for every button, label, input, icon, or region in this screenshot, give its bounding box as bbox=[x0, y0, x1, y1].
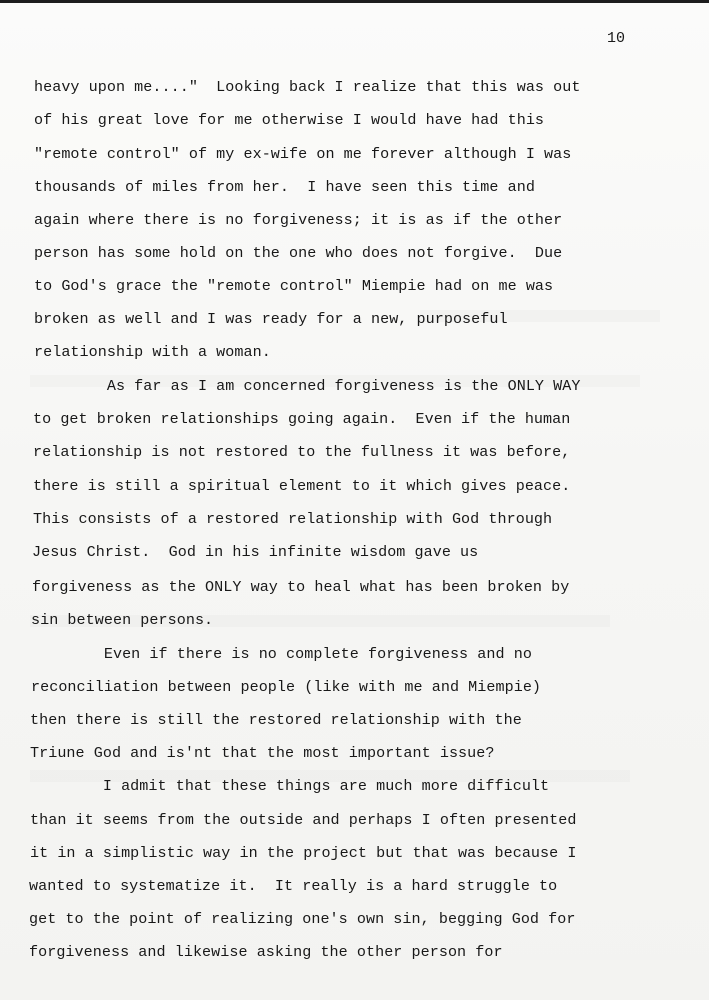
text-line: it in a simplistic way in the project but that was because I bbox=[30, 844, 577, 862]
text-line: of his great love for me otherwise I would have had this bbox=[34, 111, 545, 129]
page-top-edge bbox=[0, 0, 709, 3]
text-line: relationship with a woman. bbox=[34, 343, 271, 361]
text-line: thousands of miles from her. I have seen this time and bbox=[34, 178, 535, 196]
text-line: than it seems from the outside and perhaps I often presented bbox=[30, 811, 577, 829]
text-line: wanted to systematize it. It really is a hard struggle to bbox=[29, 877, 558, 895]
text-line: there is still a spiritual element to it which gives peace. bbox=[33, 477, 571, 495]
text-line: As far as I am concerned forgiveness is the ONLY WAY bbox=[34, 377, 581, 395]
text-line: broken as well and I was ready for a new, purposeful bbox=[34, 310, 508, 328]
text-line: forgiveness and likewise asking the other person for bbox=[29, 943, 503, 961]
page-number: 10 bbox=[607, 30, 626, 47]
text-line: sin between persons. bbox=[31, 611, 214, 629]
text-line: This consists of a restored relationship with God through bbox=[33, 510, 553, 528]
text-line: then there is still the restored relationship with the bbox=[30, 711, 522, 729]
text-line: to get broken relationships going again. Even if the human bbox=[33, 410, 571, 428]
text-line: relationship is not restored to the fullness it was before, bbox=[33, 443, 571, 461]
text-line: get to the point of realizing one's own sin, begging God for bbox=[29, 910, 576, 928]
text-line: to God's grace the "remote control" Miempie had on me was bbox=[34, 277, 554, 295]
text-line: I admit that these things are much more difficult bbox=[30, 777, 550, 795]
text-line: heavy upon me...." Looking back I realize that this was out bbox=[34, 78, 581, 96]
text-line: forgiveness as the ONLY way to heal what has been broken by bbox=[32, 578, 570, 596]
text-line: "remote control" of my ex-wife on me forever although I was bbox=[34, 145, 572, 163]
text-line: reconciliation between people (like with me and Miempie) bbox=[31, 678, 542, 696]
text-line: Even if there is no complete forgiveness and no bbox=[31, 645, 532, 663]
text-line: Triune God and is'nt that the most important issue? bbox=[30, 744, 495, 762]
text-line: Jesus Christ. God in his infinite wisdom gave us bbox=[32, 543, 479, 561]
text-line: person has some hold on the one who does not forgive. Due bbox=[34, 244, 563, 262]
text-line: again where there is no forgiveness; it is as if the other bbox=[34, 211, 563, 229]
